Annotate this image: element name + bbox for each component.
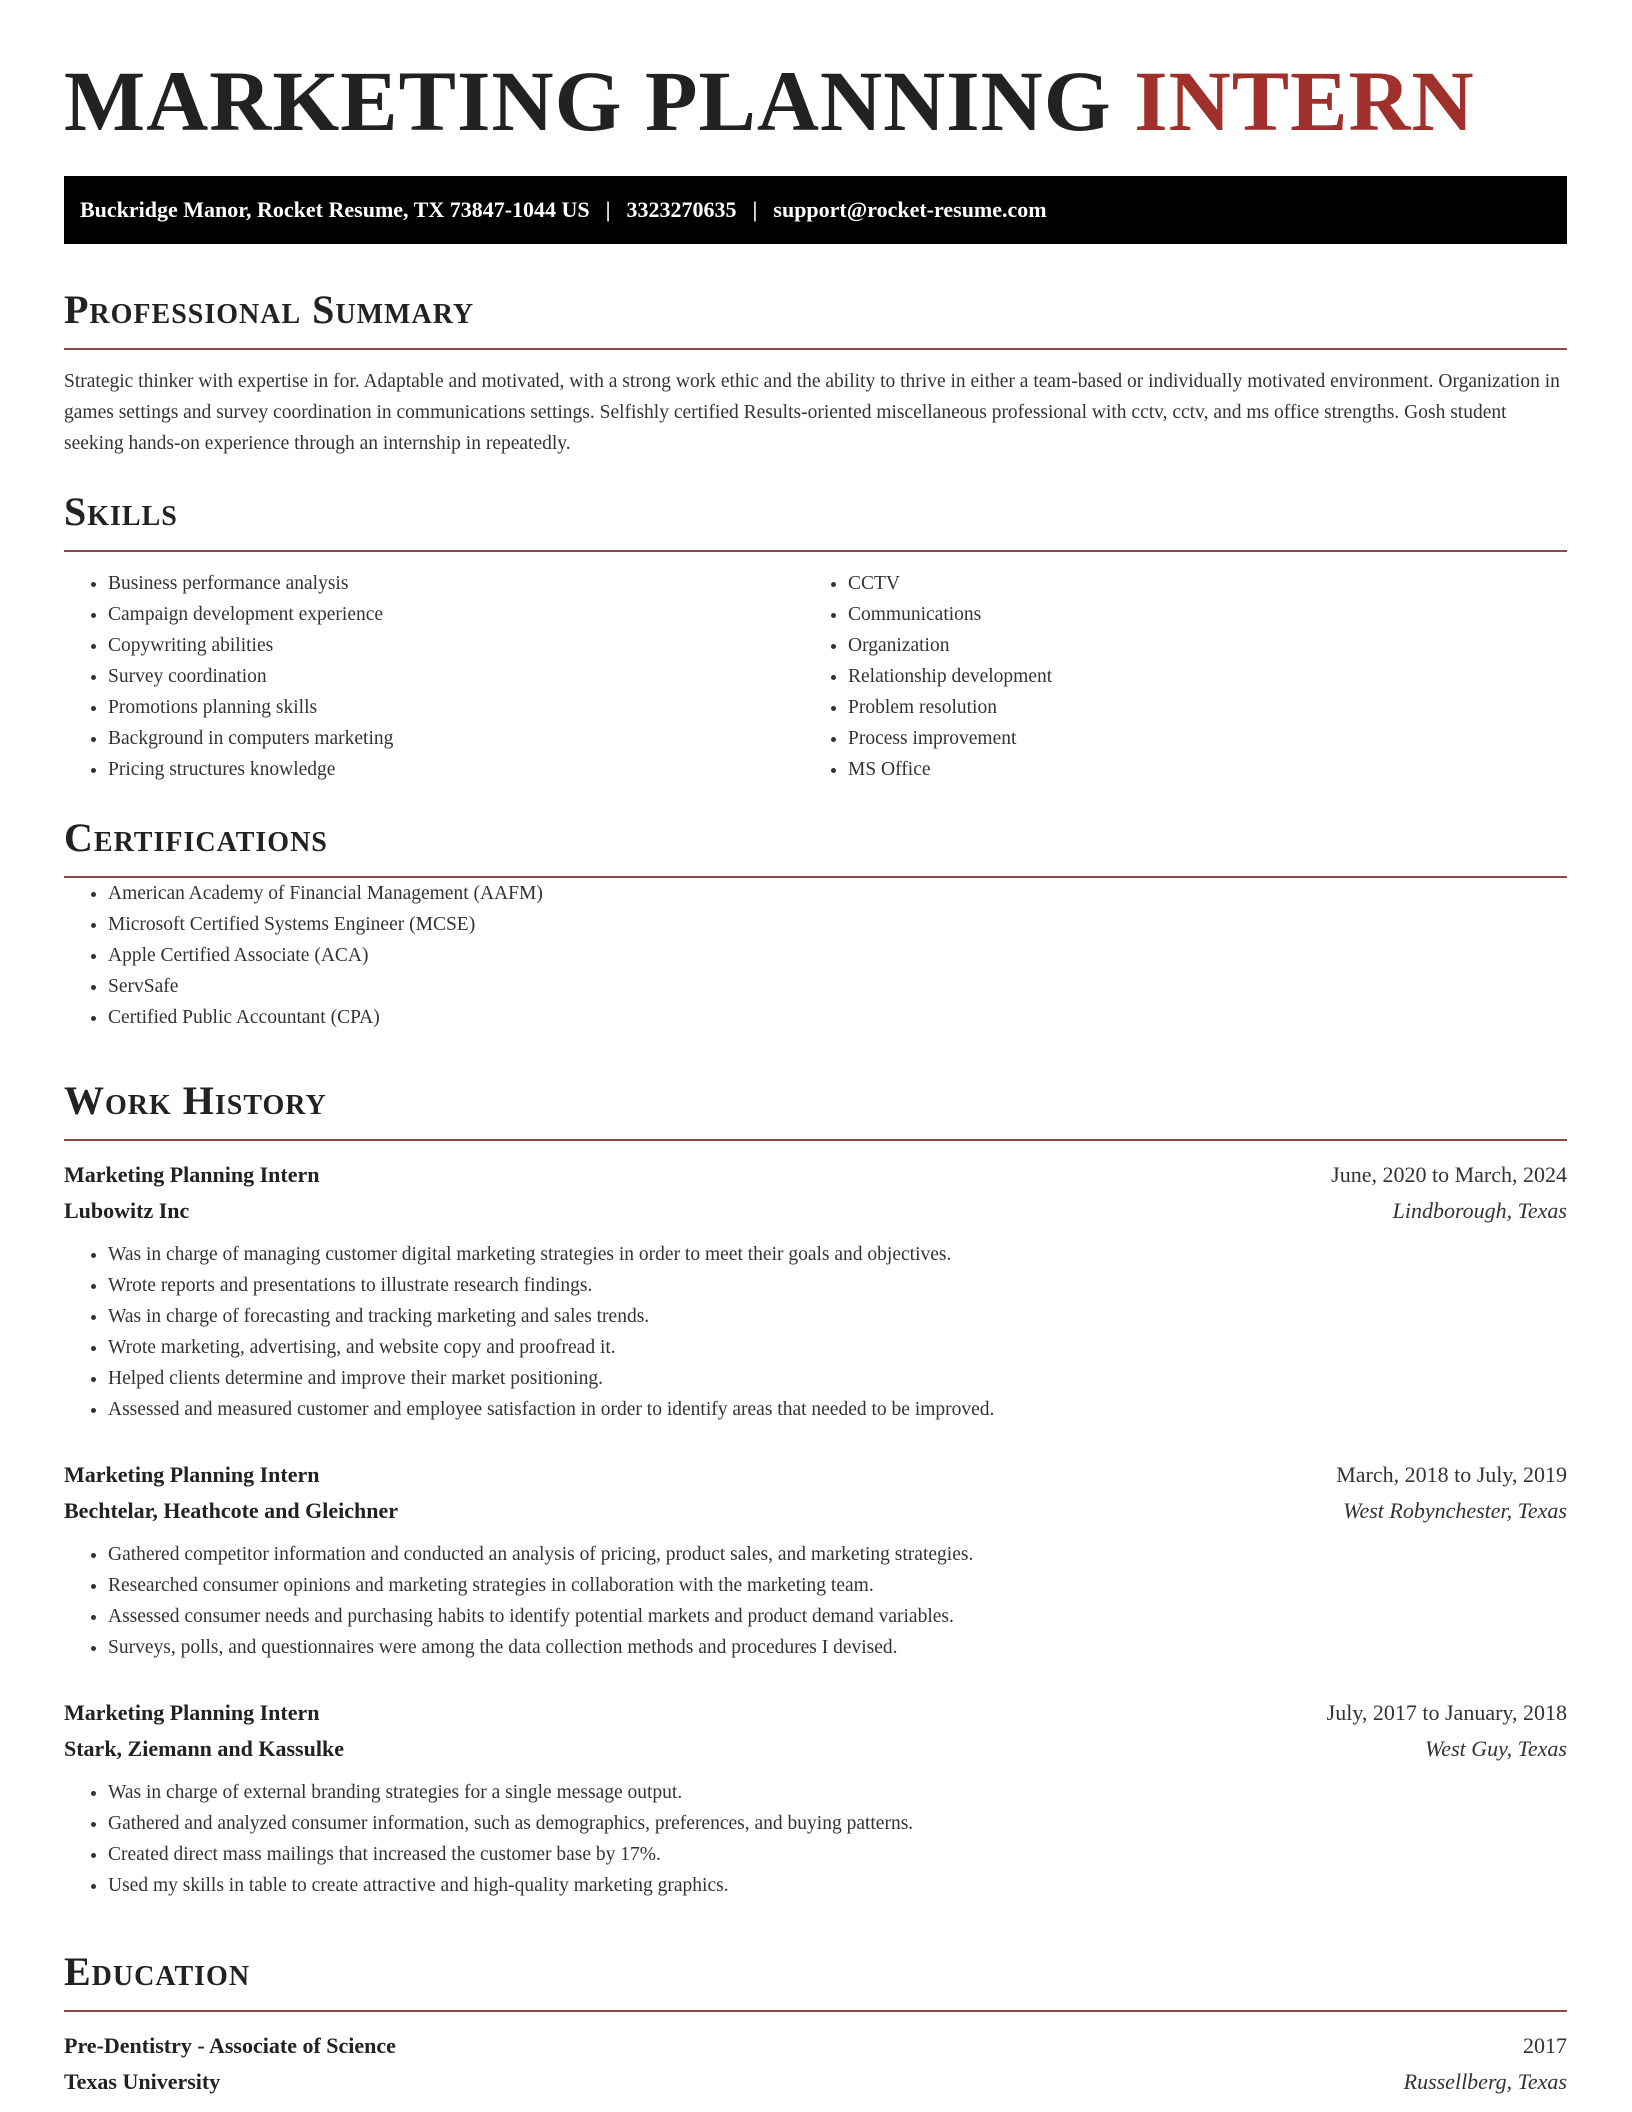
education-degree: Pre-Dentistry - Associate of Science (64, 2033, 396, 2058)
summary-text: Strategic thinker with expertise in for. Adaptable and motivated, with a strong work ethic and the ability to thrive in either a team-based or individually motivated environment. Organization in games settings and survey coordination in communications settings. Selfishly certified Results-oriented miscellaneous professional with cctv, cctv, and ms office strengths. Gosh student seeking hands-on experience through an internship in repeatedly. (64, 371, 1560, 454)
skills-column-left (64, 568, 804, 785)
certification-item: • American Academy of Financial Management (AAFM) (108, 878, 1567, 909)
job-bullet: • Was in charge of external branding strategies for a single message output. (108, 1777, 1567, 1808)
job-location: Lindborough, Texas (1392, 1198, 1567, 1223)
skill-item: • Organization (848, 630, 1544, 661)
skill-item: • Relationship development (848, 661, 1544, 692)
section-title: Work History (64, 1078, 327, 1123)
job-bullets (64, 1539, 1567, 1663)
job-bullet: • Helped clients determine and improve their market positioning. (108, 1363, 1567, 1394)
certification-item: • Certified Public Accountant (CPA) (108, 1002, 1567, 1033)
contact-address: Buckridge Manor, Rocket Resume, TX 73847-1044 US (80, 197, 590, 222)
certification-item: • Microsoft Certified Systems Engineer (MCSE) (108, 909, 1567, 940)
job-entry (64, 1157, 1567, 1425)
job-bullet: • Wrote marketing, advertising, and website copy and proofread it. (108, 1332, 1567, 1363)
skill-item: • Campaign development experience (108, 599, 804, 630)
skill-item: • Promotions planning skills (108, 692, 804, 723)
certifications-section (64, 815, 1567, 1033)
job-title: Marketing Planning Intern (64, 1700, 320, 1725)
skill-item: • Process improvement (848, 723, 1544, 754)
section-divider (64, 550, 1567, 552)
job-bullet: • Researched consumer opinions and marketing strategies in collaboration with the marketing team. (108, 1570, 1567, 1601)
job-title: Marketing Planning Intern (64, 1162, 320, 1187)
section-title: Certifications (64, 815, 328, 860)
job-dates: March, 2018 to July, 2019 (1336, 1462, 1567, 1487)
contact-bar (64, 176, 1567, 244)
skill-item: • MS Office (848, 754, 1544, 785)
job-bullet: • Gathered competitor information and conducted an analysis of pricing, product sales, and marketing strategies. (108, 1539, 1567, 1570)
education-section (64, 1949, 1567, 2100)
job-bullet: • Used my skills in table to create attractive and high-quality marketing graphics. (108, 1870, 1567, 1901)
skill-item: • CCTV (848, 568, 1544, 599)
certification-item: • Apple Certified Associate (ACA) (108, 940, 1567, 971)
skills-columns (64, 568, 1567, 785)
skill-item: • Business performance analysis (108, 568, 804, 599)
job-bullet: • Wrote reports and presentations to illustrate research findings. (108, 1270, 1567, 1301)
certification-item: • ServSafe (108, 971, 1567, 1002)
job-company: Lubowitz Inc (64, 1198, 190, 1223)
contact-separator: | (605, 197, 611, 222)
job-entry (64, 1695, 1567, 1901)
resume-name (64, 53, 1475, 149)
job-dates: June, 2020 to March, 2024 (1331, 1162, 1567, 1187)
skill-item: • Copywriting abilities (108, 630, 804, 661)
skill-item: • Background in computers marketing (108, 723, 804, 754)
skill-item: • Communications (848, 599, 1544, 630)
section-divider (64, 2010, 1567, 2012)
job-title: Marketing Planning Intern (64, 1462, 320, 1487)
skills-section (64, 489, 1567, 785)
job-bullet: • Assessed consumer needs and purchasing habits to identify potential markets and product demand variables. (108, 1601, 1567, 1632)
contact-phone: 3323270635 (626, 197, 737, 222)
section-title: Professional Summary (64, 287, 475, 332)
name-main: MARKETING PLANNING (64, 53, 1112, 149)
summary-section (64, 287, 1567, 459)
skill-item: • Survey coordination (108, 661, 804, 692)
section-title: Skills (64, 489, 178, 534)
skill-item: • Pricing structures knowledge (108, 754, 804, 785)
section-divider (64, 348, 1567, 350)
section-title: Education (64, 1949, 251, 1994)
name-accent: INTERN (1134, 53, 1475, 149)
education-entry (64, 2028, 1567, 2100)
skill-item: • Problem resolution (848, 692, 1544, 723)
job-bullet: • Surveys, polls, and questionnaires were among the data collection methods and procedures I devised. (108, 1632, 1567, 1663)
job-bullets (64, 1239, 1567, 1425)
certifications-list (64, 878, 1567, 1033)
education-school: Texas University (64, 2069, 221, 2094)
education-year: 2017 (1523, 2033, 1567, 2058)
job-bullets (64, 1777, 1567, 1901)
job-entry (64, 1457, 1567, 1663)
job-location: West Robynchester, Texas (1343, 1498, 1567, 1523)
job-bullet: • Assessed and measured customer and employee satisfaction in order to identify areas that needed to be improved. (108, 1394, 1567, 1425)
contact-email: support@rocket-resume.com (773, 197, 1047, 222)
job-location: West Guy, Texas (1425, 1736, 1567, 1761)
contact-separator: | (752, 197, 758, 222)
job-bullet: • Was in charge of forecasting and tracking marketing and sales trends. (108, 1301, 1567, 1332)
job-dates: July, 2017 to January, 2018 (1326, 1700, 1567, 1725)
section-divider (64, 1139, 1567, 1141)
job-bullet: • Was in charge of managing customer digital marketing strategies in order to meet their goals and objectives. (108, 1239, 1567, 1270)
job-bullet: • Gathered and analyzed consumer information, such as demographics, preferences, and buying patterns. (108, 1808, 1567, 1839)
job-bullet: • Created direct mass mailings that increased the customer base by 17%. (108, 1839, 1567, 1870)
education-location: Russellberg, Texas (1403, 2069, 1567, 2094)
job-company: Bechtelar, Heathcote and Gleichner (64, 1498, 399, 1523)
work-history-section (64, 1078, 1567, 1901)
skills-column-right (804, 568, 1544, 785)
job-company: Stark, Ziemann and Kassulke (64, 1736, 344, 1761)
